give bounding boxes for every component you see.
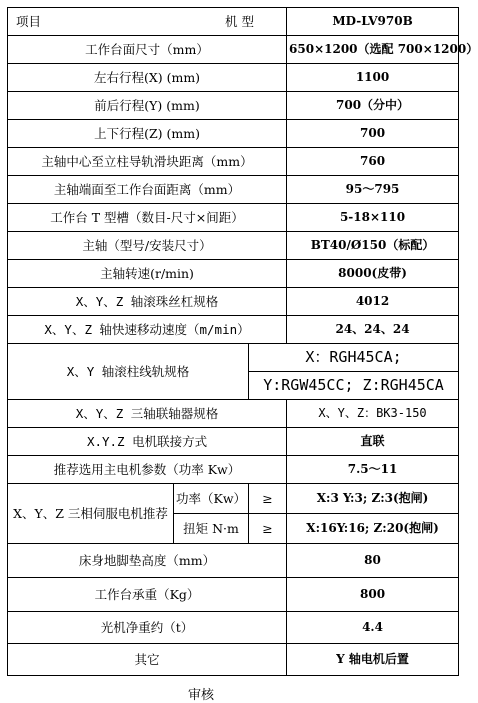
row-label: 工作台承重（Kg） (8, 578, 287, 612)
row-value: 760 (287, 148, 459, 176)
row-label: 主轴（型号/安装尺寸） (8, 232, 287, 260)
table-row (8, 400, 459, 428)
table-row (8, 92, 459, 120)
servo-power-label: 功率（Kw） (174, 484, 249, 514)
row-value: 700 (287, 120, 459, 148)
header-item: 项目 (16, 14, 42, 29)
table-row (8, 204, 459, 232)
table-row (8, 456, 459, 484)
row-value: 800 (287, 578, 459, 612)
row-value: 4012 (287, 288, 459, 316)
row-label: 主轴端面至工作台面距离（mm） (8, 176, 287, 204)
row-label: 左右行程(X) (mm) (8, 64, 287, 92)
table-row (8, 232, 459, 260)
table-row (8, 612, 459, 644)
row-label: 其它 (8, 644, 287, 676)
row-label: 前后行程(Y) (mm) (8, 92, 287, 120)
table-row (8, 176, 459, 204)
row-label: X、Y、Z 轴快速移动速度（m/min） (8, 316, 287, 344)
row-value: Y 轴电机后置 (287, 644, 459, 676)
table-row (8, 120, 459, 148)
servo-torque-value: X:16Y:16; Z:20(抱闸) (287, 514, 459, 544)
row-value: 1100 (287, 64, 459, 92)
linear-guide-label: X、Y 轴滚柱线轨规格 (8, 344, 249, 400)
table-row (8, 260, 459, 288)
row-label: 主轴转速(r/min) (8, 260, 287, 288)
table-row (8, 288, 459, 316)
header-model: MD-LV970B (287, 8, 459, 36)
servo-label: X、Y、Z 三相伺服电机推荐 (8, 484, 174, 544)
table-row (8, 428, 459, 456)
row-value: 4.4 (287, 612, 459, 644)
servo-power-value: X:3 Y:3; Z:3(抱闸) (287, 484, 459, 514)
row-label: X、Y、Z 轴滚珠丝杠规格 (8, 288, 287, 316)
row-value: 700（分中） (287, 92, 459, 120)
table-row (8, 544, 459, 578)
row-label: 推荐选用主电机参数（功率 Kw） (8, 456, 287, 484)
row-value: 95～795 (287, 176, 459, 204)
row-label: 主轴中心至立柱导轨滑块距离（mm） (8, 148, 287, 176)
row-label: 床身地脚垫高度（mm） (8, 544, 287, 578)
table-row (8, 64, 459, 92)
header-row (8, 8, 459, 36)
linear-guide-x: X：RGH45CA; (249, 344, 459, 372)
review-label: 审核 (188, 688, 215, 703)
linear-guide-yz: Y:RGW45CC; Z:RGH45CA (249, 372, 459, 400)
servo-torque-label: 扭矩 N·m (174, 514, 249, 544)
row-label: 工作台 T 型槽（数目-尺寸×间距） (8, 204, 287, 232)
row-value: 24、24、24 (287, 316, 459, 344)
row-label: X、Y、Z 三轴联轴器规格 (8, 400, 287, 428)
servo-torque-sym: ≥ (249, 514, 287, 544)
table-row (8, 148, 459, 176)
row-value: 7.5～11 (287, 456, 459, 484)
row-label: X.Y.Z 电机联接方式 (8, 428, 287, 456)
row-value: 650×1200（选配 700×1200） (287, 36, 459, 64)
header-model-label: 机 型 (225, 14, 255, 29)
servo-power-sym: ≥ (249, 484, 287, 514)
header-label-cell (8, 8, 287, 36)
row-value: 5-18×110 (287, 204, 459, 232)
row-label: 工作台面尺寸（mm） (8, 36, 287, 64)
row-value: 80 (287, 544, 459, 578)
spec-table (7, 7, 478, 676)
row-value: BT40/Ø150（标配） (287, 232, 459, 260)
row-label: 上下行程(Z) (mm) (8, 120, 287, 148)
linear-guide-row (8, 344, 459, 372)
row-value: X、Y、Z：BK3-150 (287, 400, 459, 428)
table-row (8, 316, 459, 344)
row-value: 8000(皮带) (287, 260, 459, 288)
row-value: 直联 (287, 428, 459, 456)
row-label: 光机净重约（t） (8, 612, 287, 644)
table-row (8, 644, 459, 676)
table-row (8, 36, 459, 64)
servo-row-power (8, 484, 459, 514)
table-row (8, 578, 459, 612)
